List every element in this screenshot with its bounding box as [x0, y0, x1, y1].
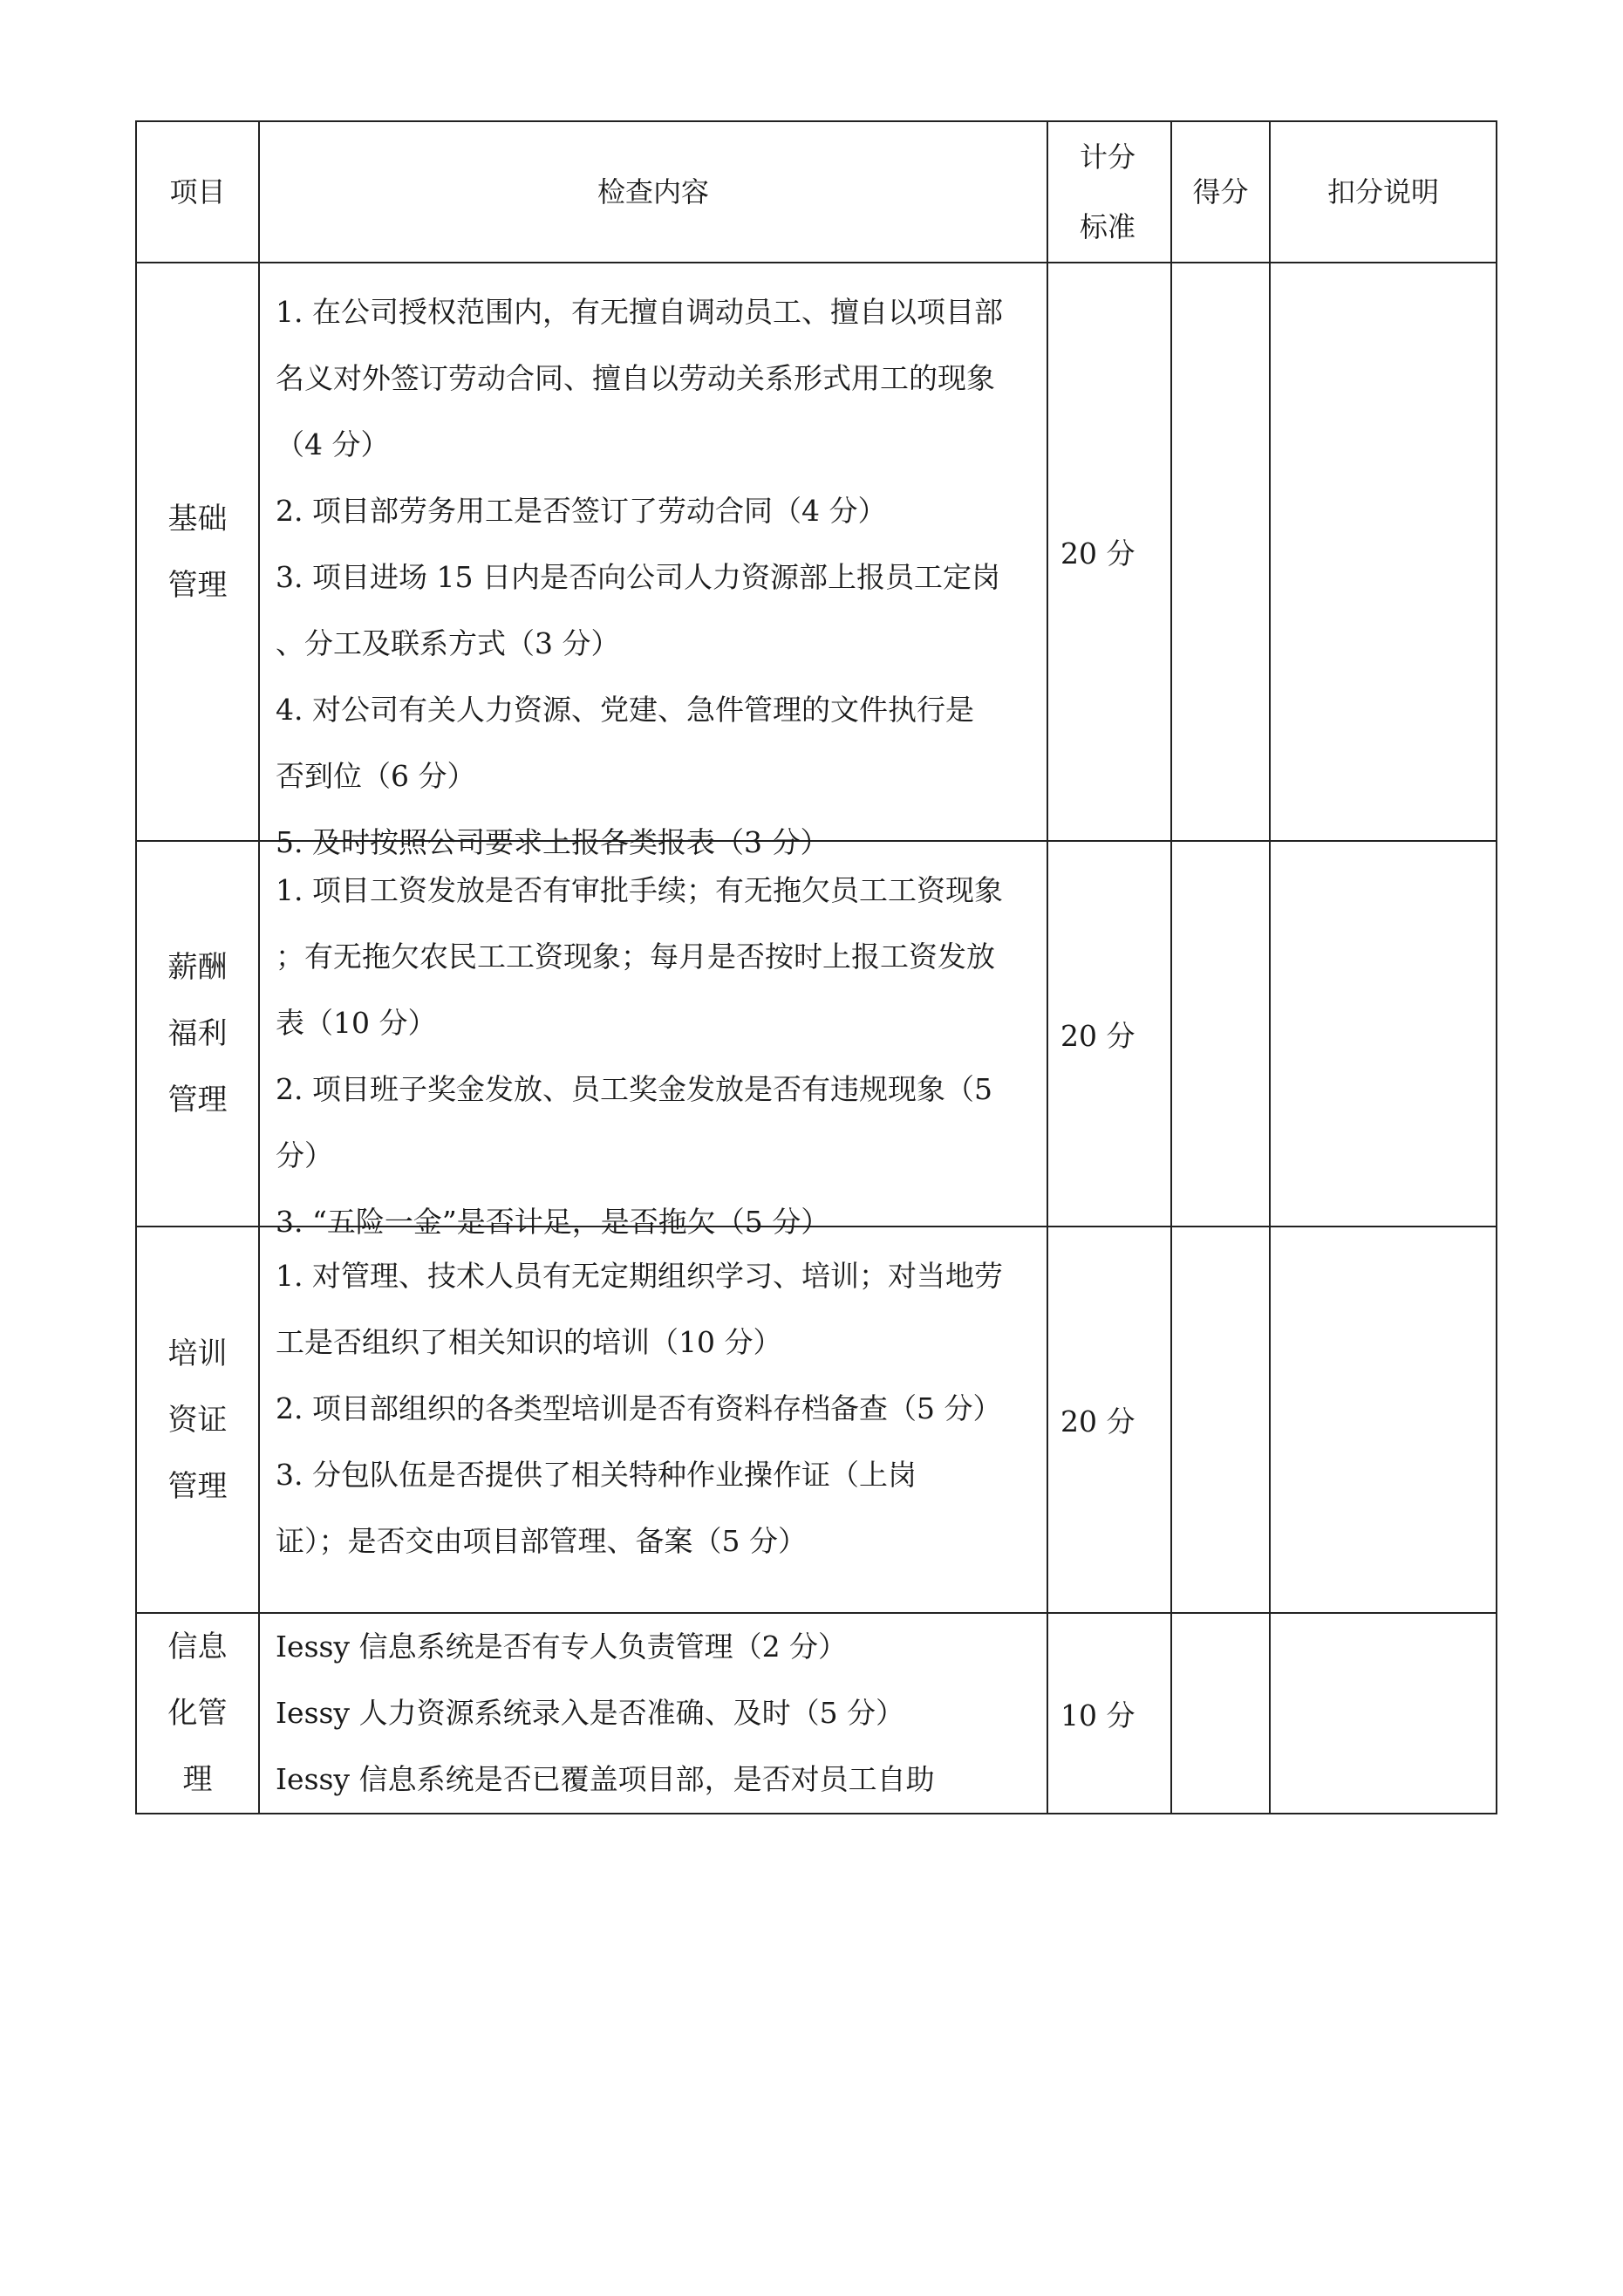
standard-cell: 20 分	[1047, 1227, 1171, 1613]
note-cell[interactable]	[1270, 1613, 1497, 1814]
item-line: 福利	[167, 1016, 228, 1051]
header-score: 得分	[1171, 121, 1270, 263]
score-cell[interactable]	[1171, 841, 1270, 1227]
score-cell[interactable]	[1171, 1613, 1270, 1814]
item-line: 管理	[167, 567, 228, 603]
content-line: 1. 对管理、技术人员有无定期组织学习、培训；对当地劳	[276, 1259, 1003, 1293]
content-line: 2. 项目班子奖金发放、员工奖金发放是否有违规现象（5	[276, 1072, 992, 1106]
header-note: 扣分说明	[1270, 121, 1497, 263]
content-line: Iessy 信息系统是否已覆盖项目部，是否对员工自助	[276, 1762, 935, 1796]
item-cell	[136, 1613, 259, 1814]
score-cell[interactable]	[1171, 263, 1270, 841]
item-cell	[136, 841, 259, 1227]
standard-cell: 20 分	[1047, 263, 1171, 841]
score-cell[interactable]	[1171, 1227, 1270, 1613]
content-cell	[259, 1227, 1047, 1613]
content-cell	[259, 1613, 1047, 1814]
inspection-table	[135, 120, 1497, 1814]
table-row	[136, 841, 1497, 1227]
content-line: 2. 项目部组织的各类型培训是否有资料存档备查（5 分）	[276, 1391, 1002, 1425]
content-line: 、分工及联系方式（3 分）	[276, 626, 620, 660]
content-line: 4. 对公司有关人力资源、党建、急件管理的文件执行是	[276, 693, 974, 727]
item-line: 薪酬	[167, 950, 228, 985]
note-cell[interactable]	[1270, 263, 1497, 841]
item-line: 基础	[167, 501, 228, 536]
content-line: 3. “五险一金”是否计足，是否拖欠（5 分）	[276, 1205, 830, 1239]
item-line: 信息	[167, 1630, 228, 1664]
item-cell	[136, 1227, 259, 1613]
content-line: ；有无拖欠农民工工资现象；每月是否按时上报工资发放	[276, 940, 995, 974]
header-row	[136, 121, 1497, 263]
item-line: 理	[182, 1762, 213, 1797]
note-cell[interactable]	[1270, 1227, 1497, 1613]
item-line: 培训	[167, 1336, 228, 1371]
content-line: 工是否组织了相关知识的培训（10 分）	[276, 1325, 782, 1359]
header-standard-line2: 标准	[1080, 210, 1136, 243]
table-row	[136, 1227, 1497, 1613]
content-line: 3. 项目进场 15 日内是否向公司人力资源部上报员工定岗	[276, 560, 1000, 594]
table-row	[136, 1613, 1497, 1814]
item-line: 管理	[167, 1468, 228, 1504]
content-line: Iessy 人力资源系统录入是否准确、及时（5 分）	[276, 1696, 905, 1730]
content-line: 分）	[276, 1138, 333, 1172]
note-cell[interactable]	[1270, 841, 1497, 1227]
item-line: 资证	[167, 1402, 228, 1438]
content-line: 2. 项目部劳务用工是否签订了劳动合同（4 分）	[276, 494, 887, 528]
content-cell	[259, 841, 1047, 1239]
content-line: 1. 在公司授权范围内，有无擅自调动员工、擅自以项目部	[276, 295, 1003, 329]
content-line: 3. 分包队伍是否提供了相关特种作业操作证（上岗	[276, 1458, 917, 1492]
content-line: 5. 及时按照公司要求上报各类报表（3 分）	[276, 825, 829, 859]
content-line: 表（10 分）	[276, 1006, 437, 1040]
item-line: 化管	[167, 1696, 228, 1731]
header-standard-line1: 计分	[1080, 140, 1136, 174]
item-line: 管理	[167, 1083, 228, 1117]
content-cell	[259, 263, 1047, 859]
content-line: （4 分）	[276, 427, 390, 461]
header-item: 项目	[136, 121, 259, 263]
item-cell	[136, 263, 259, 841]
table-row	[136, 263, 1497, 841]
content-line: 证）；是否交由项目部管理、备案（5 分）	[276, 1524, 807, 1558]
header-content: 检查内容	[259, 121, 1047, 263]
standard-cell: 20 分	[1047, 841, 1171, 1227]
standard-cell: 10 分	[1047, 1613, 1171, 1814]
content-line: Iessy 信息系统是否有专人负责管理（2 分）	[276, 1630, 848, 1664]
content-line: 名义对外签订劳动合同、擅自以劳动关系形式用工的现象	[276, 361, 995, 395]
content-line: 否到位（6 分）	[276, 759, 476, 793]
header-standard	[1047, 121, 1171, 263]
content-line: 1. 项目工资发放是否有审批手续；有无拖欠员工工资现象	[276, 873, 1003, 907]
